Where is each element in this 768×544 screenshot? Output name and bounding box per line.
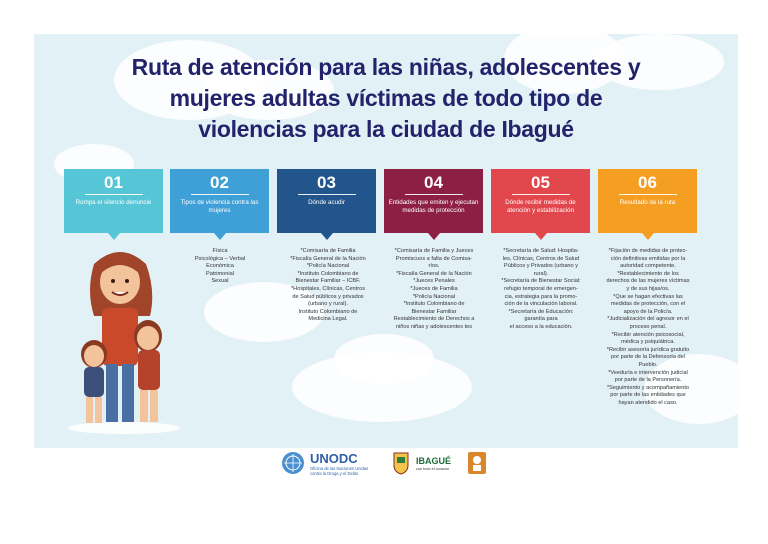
stabilization-list (492, 248, 590, 332)
list-item: *Que se hagan efectivas las (613, 293, 683, 300)
list-item: *Seguimiento y acompañamiento (606, 384, 690, 391)
gender-office-logo-icon (468, 452, 486, 474)
list-item: cia, estrategia para la promo- (504, 293, 578, 300)
title-line: mujeres adultas víctimas de todo tipo de (169, 85, 603, 111)
list-item: *Instituto Colombiano de (297, 270, 359, 277)
step-label: Dónde recibir medidas de atención y estabilización (505, 199, 576, 214)
step-label: Resultado de la ruta (619, 199, 676, 206)
list-item: por parte de la Personería. (614, 377, 682, 384)
results-list (598, 248, 698, 407)
title-line: violencias para la ciudad de Ibagué (198, 116, 574, 142)
list-item: *Fiscalía General de la Nación (396, 270, 472, 277)
list-item: ción definitivas emitidas por la (610, 255, 686, 262)
step-number: 04 (424, 173, 443, 192)
list-item: ríos. (428, 263, 440, 270)
list-item: Bienestar Familiar (411, 308, 457, 315)
list-item: proceso penal. (629, 323, 667, 330)
step-number: 03 (317, 173, 336, 192)
list-item: *Recibir atención psicosocial, (611, 331, 685, 338)
list-item: *Policía Nacional (306, 263, 350, 270)
list-item: *Secretaría de Salud: Hospita- (503, 248, 579, 254)
list-item: *Restablecimiento de los (617, 270, 679, 277)
step-01 (64, 169, 163, 233)
down-arrow-icon (428, 233, 440, 240)
list-item: Psicológica – Verbal (194, 255, 246, 262)
step-label: Rompa el silencio denuncie (75, 199, 152, 206)
divider (405, 194, 463, 195)
where-to-go-list (280, 248, 376, 324)
divider (85, 194, 143, 195)
list-item: rural). (533, 270, 549, 277)
ibague-logo (416, 450, 462, 478)
list-item: Física (212, 248, 228, 254)
list-item: *Judicialización del agresor en el (607, 316, 689, 323)
step-04 (384, 169, 483, 233)
list-item: Restablecimiento de Derechos a (393, 316, 475, 323)
list-item: *Recibir asesoría jurídica gratuito (606, 346, 690, 353)
list-item: Promiscuos a falta de Comisa- (395, 255, 473, 262)
step-05 (491, 169, 590, 233)
list-item: medidas de protección, con el (610, 301, 686, 308)
down-arrow-icon (321, 233, 333, 240)
list-item: derechos de las mujeres víctimas (606, 278, 690, 285)
unodc-name: UNODC (310, 451, 358, 466)
list-item: *Secretaría de Bienestar Social: (501, 278, 581, 285)
step-06 (598, 169, 697, 233)
unodc-subtitle (310, 466, 368, 476)
page-title (34, 52, 738, 145)
list-item: médica y psiquiátrica. (621, 339, 675, 346)
cloud (334, 334, 434, 384)
down-arrow-icon (535, 233, 547, 240)
un-emblem-icon (280, 450, 306, 476)
list-item: *Fiscalía General de la Nación (290, 255, 366, 262)
women-illustration (64, 246, 184, 436)
unodc-subtitle-line: contra la Droga y el Delito (310, 471, 359, 476)
list-item: niños niñas y adolescentes tes (395, 323, 473, 330)
entities-list (386, 248, 482, 332)
list-item: y de sus hijas/os. (626, 285, 670, 292)
list-item: apoyo de la Policía. (623, 308, 673, 315)
list-item: *Jueces Penales (413, 278, 455, 285)
list-item: *Fijación de medidas de protec- (608, 248, 688, 254)
list-item: el acceso a la educación. (509, 323, 573, 330)
list-item: les, Clínicas, Centros de Salud (502, 255, 580, 262)
list-item: *Secretaría de Educación: (508, 308, 574, 315)
list-item: *Instituto Colombiano de (403, 301, 465, 308)
list-item: *Policía Nacional (412, 293, 456, 300)
title-line: Ruta de atención para las niñas, adolescentes y (131, 54, 641, 80)
list-item: Patrimonial (206, 270, 234, 277)
list-item: Económica (206, 263, 234, 270)
down-arrow-icon (642, 233, 654, 240)
divider (619, 194, 677, 195)
list-item: Pueblo. (638, 361, 658, 368)
unodc-subtitle-line: Oficina de las Naciones Unidas (310, 466, 369, 471)
divider (512, 194, 570, 195)
list-item: autoridad competente. (620, 263, 676, 270)
violence-types-list (178, 248, 262, 286)
step-03 (277, 169, 376, 233)
down-arrow-icon (214, 233, 226, 240)
down-arrow-icon (108, 233, 120, 240)
ibague-tagline: con todo el corazón (416, 467, 450, 471)
divider (191, 194, 249, 195)
step-label: Entidades que emiten y ejecutan medidas de protección (388, 199, 479, 214)
step-number: 06 (638, 173, 657, 192)
list-item: hayan atendido el caso. (618, 399, 678, 406)
list-item: por parte de la Defensoría del (610, 354, 685, 361)
list-item: Medicina Legal. (308, 316, 348, 323)
list-item: Públicos y Privados (urbano y (504, 263, 578, 270)
step-number: 02 (210, 173, 229, 192)
city-shield-icon (392, 451, 410, 475)
list-item: de Salud públicos y privados (292, 293, 364, 300)
list-item: *Veeduría e intervención judicial (608, 369, 688, 376)
step-label: Dónde acudir (308, 199, 345, 206)
list-item: (urbano y rural). (308, 301, 348, 308)
unodc-logo (280, 450, 380, 478)
list-item: Instituto Colombiano de (298, 308, 358, 315)
list-item: refugio temporal de emergen- (504, 285, 578, 292)
list-item: Sexual (211, 278, 229, 285)
divider (298, 194, 356, 195)
step-number: 05 (531, 173, 550, 192)
step-02 (170, 169, 269, 233)
step-number: 01 (104, 173, 123, 192)
step-label: Tipos de violencia contra las mujeres (180, 199, 259, 214)
list-item: garantía para (524, 316, 558, 323)
list-item: Bienestar Familiar – ICBF. (295, 278, 361, 285)
list-item: *Hospitales, Clínicas, Centros (291, 285, 365, 292)
list-item: *Comisaría de Familia (300, 248, 356, 254)
list-item: por parte de las entidades que (610, 392, 686, 399)
list-item: ción de la vinculación laboral. (504, 301, 578, 308)
ibague-name: IBAGUÉ (416, 456, 452, 466)
list-item: *Comisaría de Familia y Jueces (394, 248, 474, 254)
list-item: *Jueces de Familia (410, 285, 458, 292)
